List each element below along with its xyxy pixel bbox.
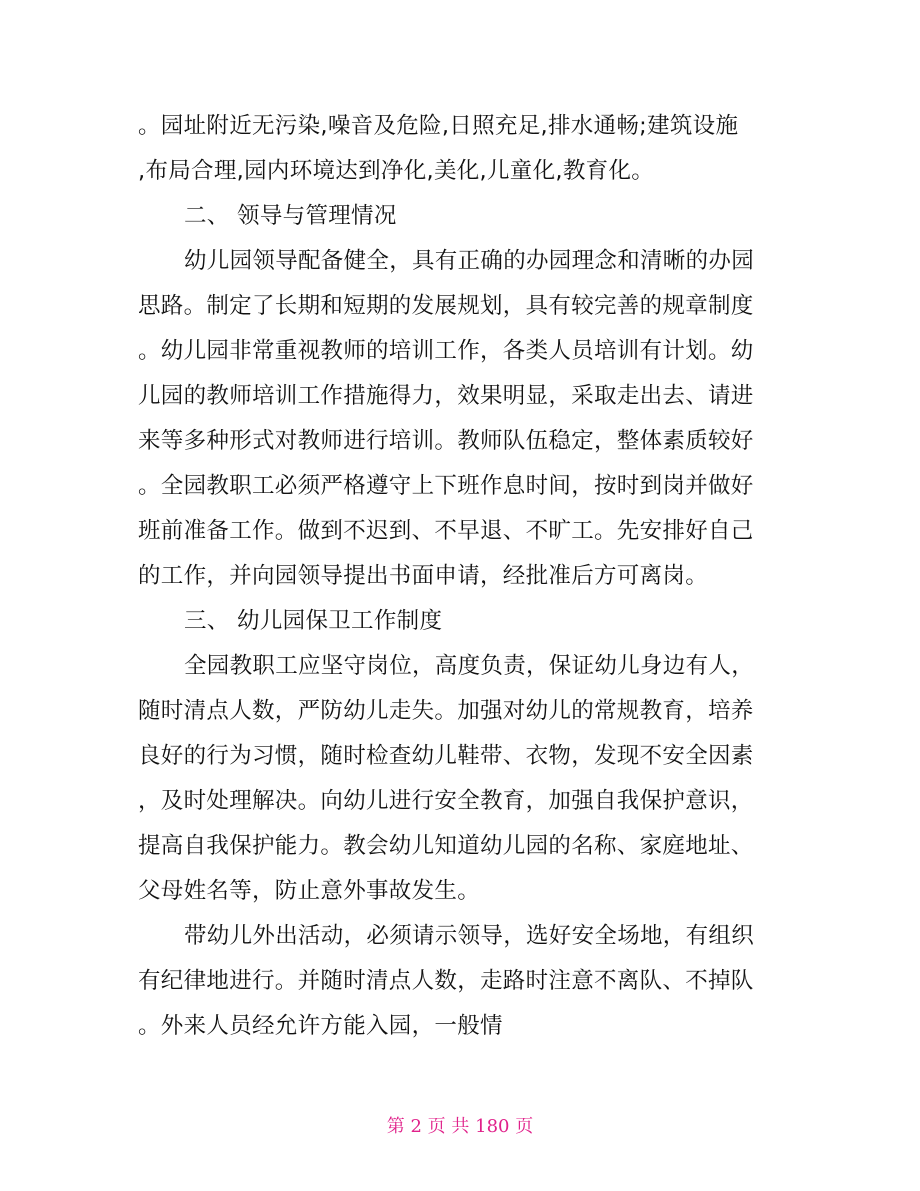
text-line: 父母姓名等，防止意外事故发生。 [138,878,481,904]
text-line: 思路。制定了长期和短期的发展规划，具有较完善的规章制度 [138,293,754,319]
text-line: ,布局合理,园内环境达到净化,美化,儿童化,教育化。 [138,158,655,184]
text-line: 。外来人员经允许方能入园，一般情 [138,1013,503,1039]
text-line: 。幼儿园非常重视教师的培训工作，各类人员培训有计划。幼 [138,338,754,364]
text-line: 幼儿园领导配备健全，具有正确的办园理念和清晰的办园 [184,248,755,274]
section-heading: 二、 领导与管理情况 [184,203,397,229]
text-line: 班前准备工作。做到不迟到、不早退、不旷工。先安排好自己 [138,518,754,544]
text-line: 来等多种形式对教师进行培训。教师队伍稳定，整体素质较好 [138,428,754,454]
text-line: 带幼儿外出活动，必须请示领导，选好安全场地，有组织 [184,923,755,949]
text-line: 的工作，并向园领导提出书面申请，经批准后方可离岗。 [138,563,709,589]
text-line: 良好的行为习惯，随时检查幼儿鞋带、衣物，发现不安全因素 [138,743,754,769]
text-line: 提高自我保护能力。教会幼儿知道幼儿园的名称、家庭地址、 [138,833,754,859]
text-line: 。园址附近无污染,噪音及危险,日照充足,排水通畅;建筑设施 [138,113,739,139]
page-number-footer: 第 2 页 共 180 页 [386,1116,534,1137]
text-line: 儿园的教师培训工作措施得力，效果明显，采取走出去、请进 [138,383,754,409]
text-line: 全园教职工应坚守岗位，高度负责，保证幼儿身边有人， [184,653,755,679]
text-line: ，及时处理解决。向幼儿进行安全教育，加强自我保护意识， [138,788,754,814]
section-heading: 三、 幼儿园保卫工作制度 [184,608,443,634]
text-line: 有纪律地进行。并随时清点人数，走路时注意不离队、不掉队 [138,968,754,994]
text-line: 随时清点人数，严防幼儿走失。加强对幼儿的常规教育，培养 [138,698,754,724]
text-line: 。全园教职工必须严格遵守上下班作息时间，按时到岗并做好 [138,473,754,499]
